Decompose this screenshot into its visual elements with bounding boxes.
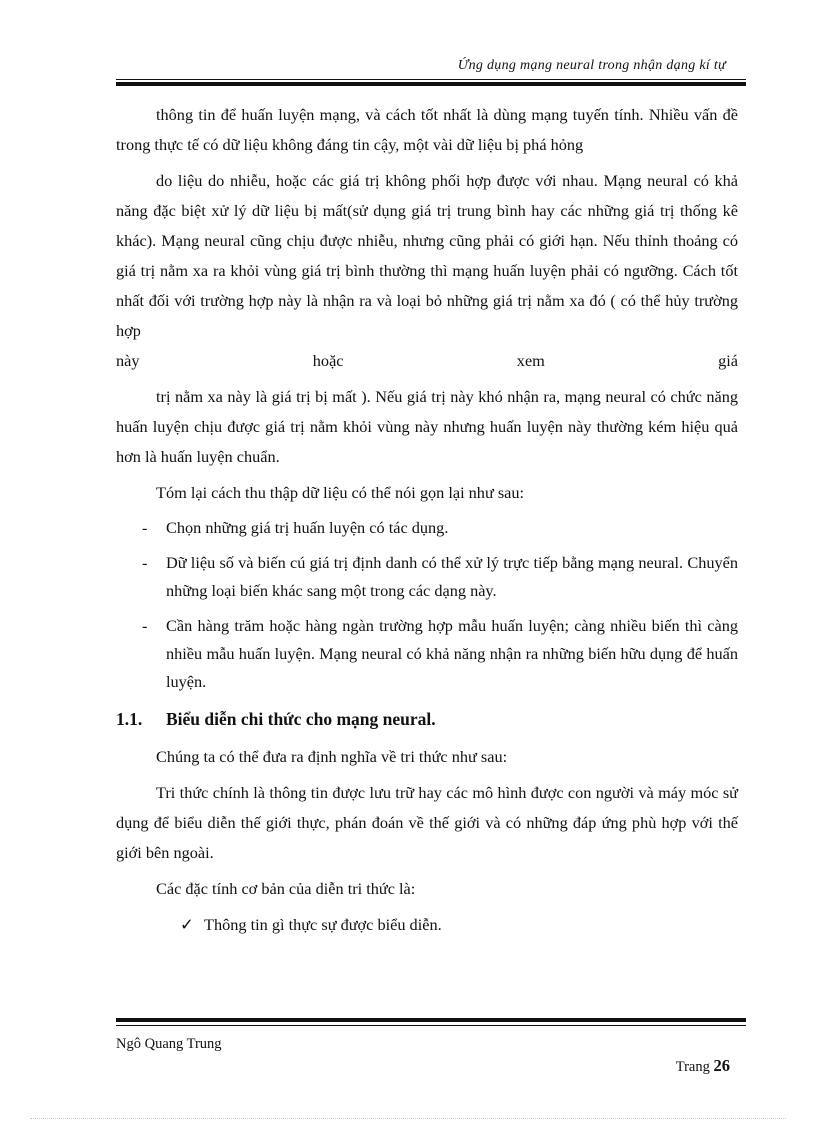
paragraph: này hoặc xem giá — [116, 351, 738, 370]
checkmark-icon: ✓ — [180, 915, 194, 934]
page-edge-dotted-line — [30, 1118, 786, 1119]
section-heading — [116, 704, 738, 734]
paragraph: do liệu do nhiễu, hoặc các giá trị không phối hợp được với nhau. Mạng neural có khả năng đặc biệt xử lý dữ liệu bị mất(sử dụng giá trị trung bình hay các những giá trị thống kê khác). Mạng neural cũng chịu được nhiễu, nhưng cũng phải có giới hạn. Nếu thỉnh thoảng có giá trị nằm xa ra khỏi vùng giá trị bình thường thì mạng huấn luyện phải có ngưỡng. Cách tốt nhất đối với trường hợp này là nhận ra và loại bỏ những giá trị nằm xa đó ( có thể hủy trường hợp — [116, 171, 738, 340]
footer-rule-thin — [116, 1025, 746, 1026]
header-rule-thick — [116, 82, 746, 86]
paragraph: Chúng ta có thể đưa ra định nghĩa về tri thức như sau: — [156, 747, 508, 766]
header-rule-thin — [116, 79, 746, 80]
paragraph: Các đặc tính cơ bản của diễn tri thức là: — [156, 879, 416, 898]
list-item — [116, 612, 738, 696]
header-title: Ứng dụng mạng neural trong nhận dạng kí tự — [457, 58, 726, 73]
list-item — [116, 549, 738, 605]
dash-bullet: - — [142, 553, 148, 572]
dash-bullet: - — [142, 616, 148, 635]
list-item — [116, 514, 738, 542]
checklist-item — [116, 910, 738, 940]
paragraph: Tri thức chính là thông tin được lưu trữ hay các mô hình được con người và máy móc sử dụng để biểu diễn thế giới thực, phán đoán về thế giới và có những đáp ứng phù hợp với thế giới bên ngoài. — [116, 783, 738, 862]
paragraph: trị nằm xa này là giá trị bị mất ). Nếu giá trị này khó nhận ra, mạng neural có chức năng huấn luyện chịu được giá trị nằm khỏi vùng này nhưng huấn luyện này thường kém hiệu quả hơn là huấn luyện chuẩn. — [116, 387, 738, 466]
page-indicator — [676, 1056, 730, 1076]
section-title: Biểu diễn chi thức cho mạng neural. — [166, 709, 436, 729]
page-number: 26 — [713, 1056, 730, 1075]
page-footer — [116, 1018, 746, 1088]
document-body — [116, 100, 738, 940]
page-label: Trang — [675, 1059, 710, 1075]
checklist-item-text: Thông tin gì thực sự được biểu diễn. — [204, 915, 442, 934]
author-name: Ngô Quang Trung — [116, 1036, 222, 1052]
list-item-text: Chọn những giá trị huấn luyện có tác dụng. — [166, 518, 449, 537]
list-item-text: Cần hàng trăm hoặc hàng ngàn trường hợp mẫu huấn luyện; càng nhiều biến thì càng nhiều mẫu huấn luyện. Mạng neural có khả năng nhận ra những biến hữu dụng để huấn luyện. — [166, 616, 738, 691]
dash-bullet: - — [142, 518, 148, 537]
section-number: 1.1. — [116, 709, 143, 729]
paragraph: Tóm lại cách thu thập dữ liệu có thể nói gọn lại như sau: — [156, 483, 525, 502]
list-item-text: Dữ liệu số và biến cú giá trị định danh có thể xử lý trực tiếp bằng mạng neural. Chuyển những loại biến khác sang một trong các dạng này. — [166, 553, 738, 600]
footer-rule-thick — [116, 1018, 746, 1022]
page-header — [116, 58, 746, 88]
paragraph: thông tin để huấn luyện mạng, và cách tốt nhất là dùng mạng tuyến tính. Nhiều vấn đề trong thực tế có dữ liệu không đáng tin cậy, một vài dữ liệu bị phá hỏng — [116, 105, 738, 154]
